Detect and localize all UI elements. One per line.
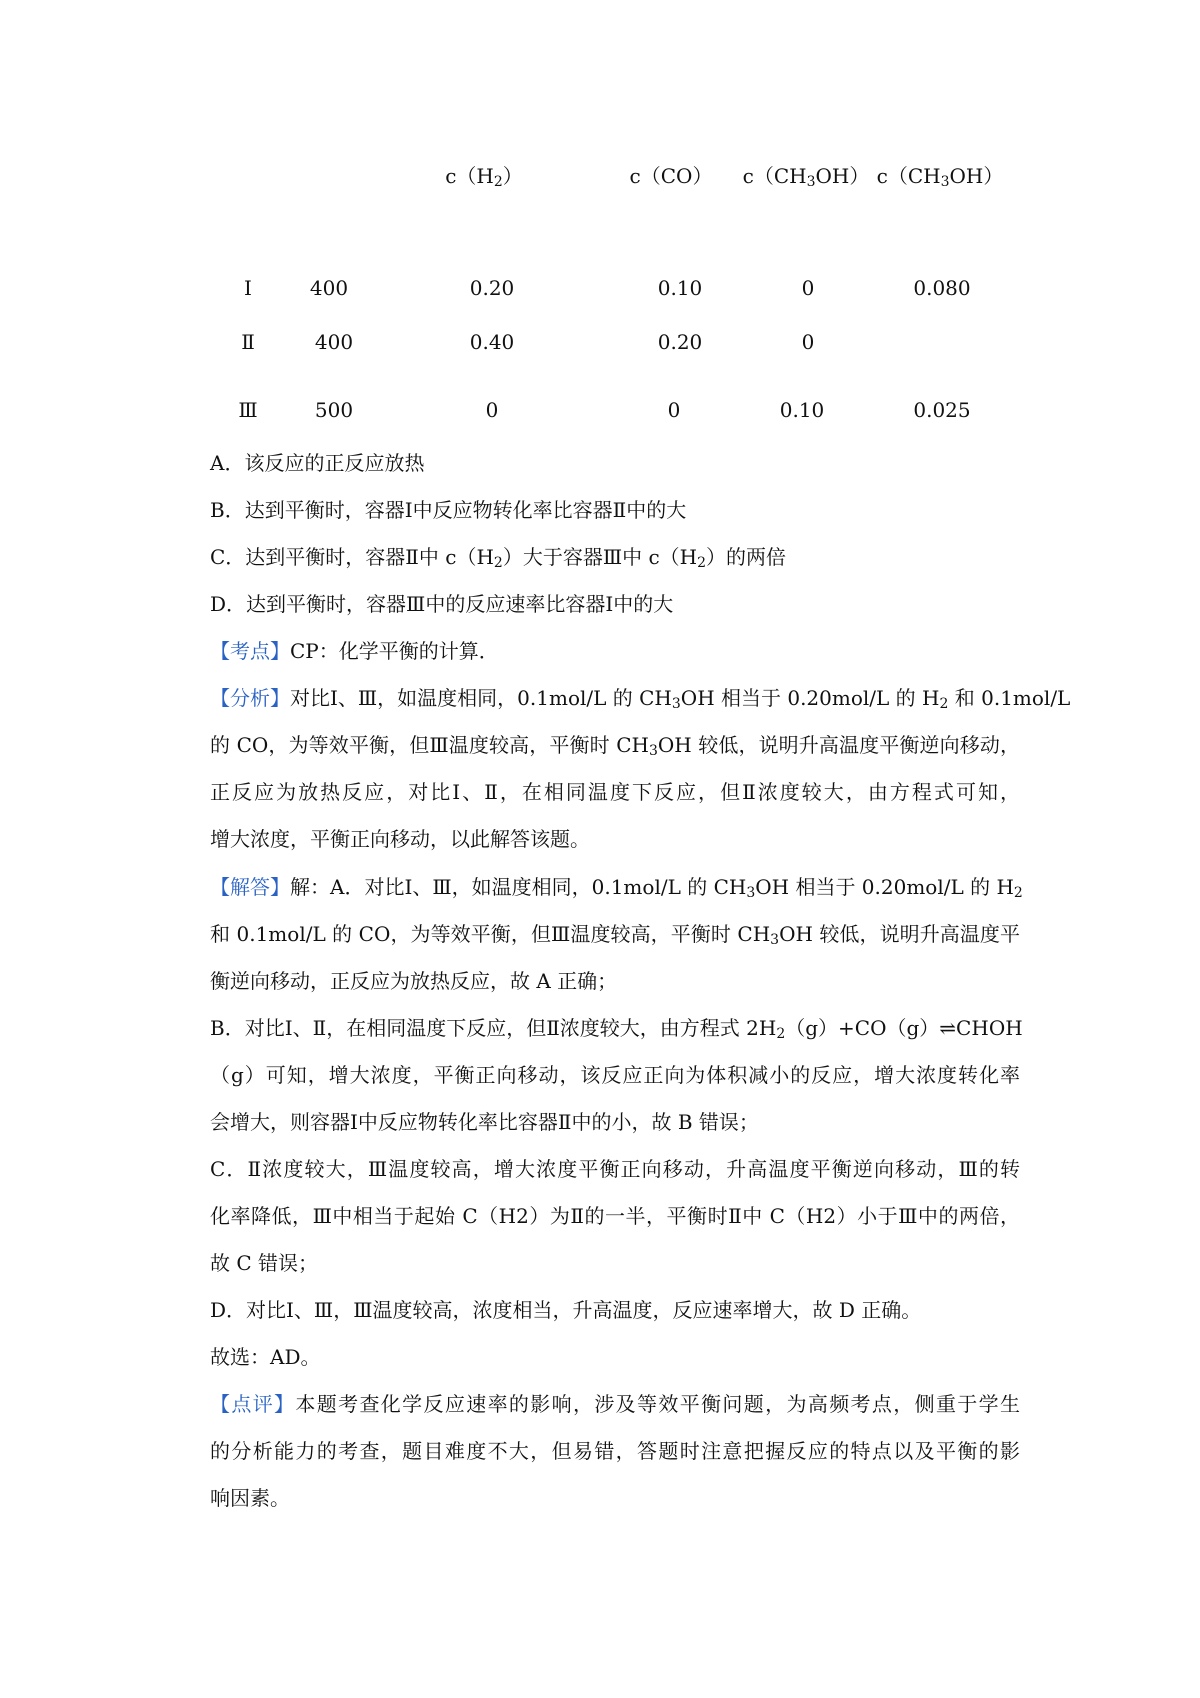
row-3-ch3oh-eq: 0.025 (913, 398, 971, 422)
jieda-tag: 【解答】 (210, 875, 290, 899)
row-1-ch3oh-start: 0 (801, 276, 815, 300)
options-block (210, 440, 1020, 675)
row-2-co: 0.20 (657, 330, 703, 354)
jieda-b-line-1: B．对比Ⅰ、Ⅱ，在相同温度下反应，但Ⅱ浓度较大，由方程式 $2H_2(g)+CO(g)\rightleftharpoons CHOH$ (210, 1016, 1023, 1042)
header-c-co: c（CO） (629, 164, 713, 188)
header-c-ch3oh-eq: $c(CH_3OH)$ (876, 164, 1004, 190)
jieda-block (210, 864, 1023, 1381)
row-1-label: Ⅰ (244, 276, 252, 300)
option-b: B．达到平衡时，容器Ⅰ中反应物转化率比容器Ⅱ中的大 (210, 498, 687, 522)
option-c: C．达到平衡时，容器Ⅱ中 $c(H_2)$大于容器Ⅲ中 $c(H_2)$的两倍 (210, 545, 787, 571)
row-1-temp: 400 (309, 276, 349, 300)
jieda-a-line-3: 衡逆向移动，正反应为放热反应，故 A 正确； (210, 969, 618, 993)
row-3-ch3oh-start: 0.10 (779, 398, 825, 422)
fenxi-line-1: 【分析】对比Ⅰ、Ⅲ，如温度相同，0.1mol/L 的 $CH_3OH$ 相当于 0.20mol/L 的 $H_2$ 和 0.1mol/L (210, 686, 1071, 712)
row-1-ch3oh-eq: 0.080 (913, 276, 971, 300)
kaodian-tag: 【考点】 (210, 639, 290, 663)
option-d: D．达到平衡时，容器Ⅲ中的反应速率比容器Ⅰ中的大 (210, 592, 674, 616)
row-2-label: Ⅱ (241, 330, 255, 354)
row-2-temp: 400 (314, 330, 354, 354)
header-c-h2: $c(H_2)$ (445, 164, 523, 190)
fenxi-line-4: 增大浓度，平衡正向移动，以此解答该题。 (210, 827, 590, 851)
jieda-a-line-1: 【解答】解：A．对比Ⅰ、Ⅲ，如温度相同，0.1mol/L 的 $CH_3OH$ 相当于 0.20mol/L 的 $H_2$ (210, 875, 1023, 901)
fenxi-block (210, 675, 1071, 863)
jieda-d-line-1: D．对比Ⅰ、Ⅲ，Ⅲ温度较高，浓度相当，升高温度，反应速率增大，故 D 正确。 (210, 1298, 922, 1322)
jieda-c-line-2: 化率降低，Ⅲ中相当于起始 C（H2）为Ⅱ的一半，平衡时Ⅱ中 C（H2）小于Ⅲ中的两倍， (210, 1204, 1020, 1228)
option-a: A．该反应的正反应放热 (210, 451, 425, 475)
row-3-label: Ⅲ (238, 398, 258, 422)
jieda-b-line-3: 会增大，则容器Ⅰ中反应物转化率比容器Ⅱ中的小，故 B 错误； (210, 1110, 759, 1134)
kaodian: 【考点】CP：化学平衡的计算． (210, 639, 499, 663)
dianping-line-3: 响因素。 (210, 1486, 290, 1510)
row-3-h2: 0 (485, 398, 499, 422)
header-c-ch3oh-start: $c(CH_3OH)$ (742, 164, 870, 190)
fenxi-line-3: 正反应为放热反应，对比Ⅰ、Ⅱ，在相同温度下反应，但Ⅱ浓度较大，由方程式可知， (210, 780, 1020, 804)
dianping-block (210, 1381, 1020, 1522)
row-1-h2: 0.20 (469, 276, 515, 300)
row-3-co: 0 (667, 398, 681, 422)
jieda-c-line-3: 故 C 错误； (210, 1251, 319, 1275)
row-2-h2: 0.40 (469, 330, 515, 354)
row-1-co: 0.10 (657, 276, 703, 300)
fenxi-tag: 【分析】 (210, 686, 290, 710)
dianping-line-2: 的分析能力的考查，题目难度不大，但易错，答题时注意把握反应的特点以及平衡的影 (210, 1439, 1020, 1463)
jieda-c-line-1: C．Ⅱ浓度较大，Ⅲ温度较高，增大浓度平衡正向移动，升高温度平衡逆向移动，Ⅲ的转 (210, 1157, 1020, 1181)
jieda-b-line-2: （g）可知，增大浓度，平衡正向移动，该反应正向为体积减小的反应，增大浓度转化率 (210, 1063, 1020, 1087)
row-3-temp: 500 (314, 398, 354, 422)
row-2-ch3oh-start: 0 (801, 330, 815, 354)
dianping-line-1: 【点评】本题考查化学反应速率的影响，涉及等效平衡问题，为高频考点，侧重于学生 (210, 1392, 1021, 1416)
jieda-a-line-2: 和 0.1mol/L 的 CO，为等效平衡，但Ⅲ温度较高，平衡时 $CH_3OH$ 较低，说明升高温度平 (210, 922, 1021, 948)
jieda-answer: 故选：AD。 (210, 1345, 321, 1369)
fenxi-line-2: 的 CO，为等效平衡，但Ⅲ温度较高，平衡时 $CH_3OH$ 较低，说明升高温度平衡逆向移动， (210, 733, 1020, 759)
dianping-tag: 【点评】 (210, 1392, 296, 1416)
